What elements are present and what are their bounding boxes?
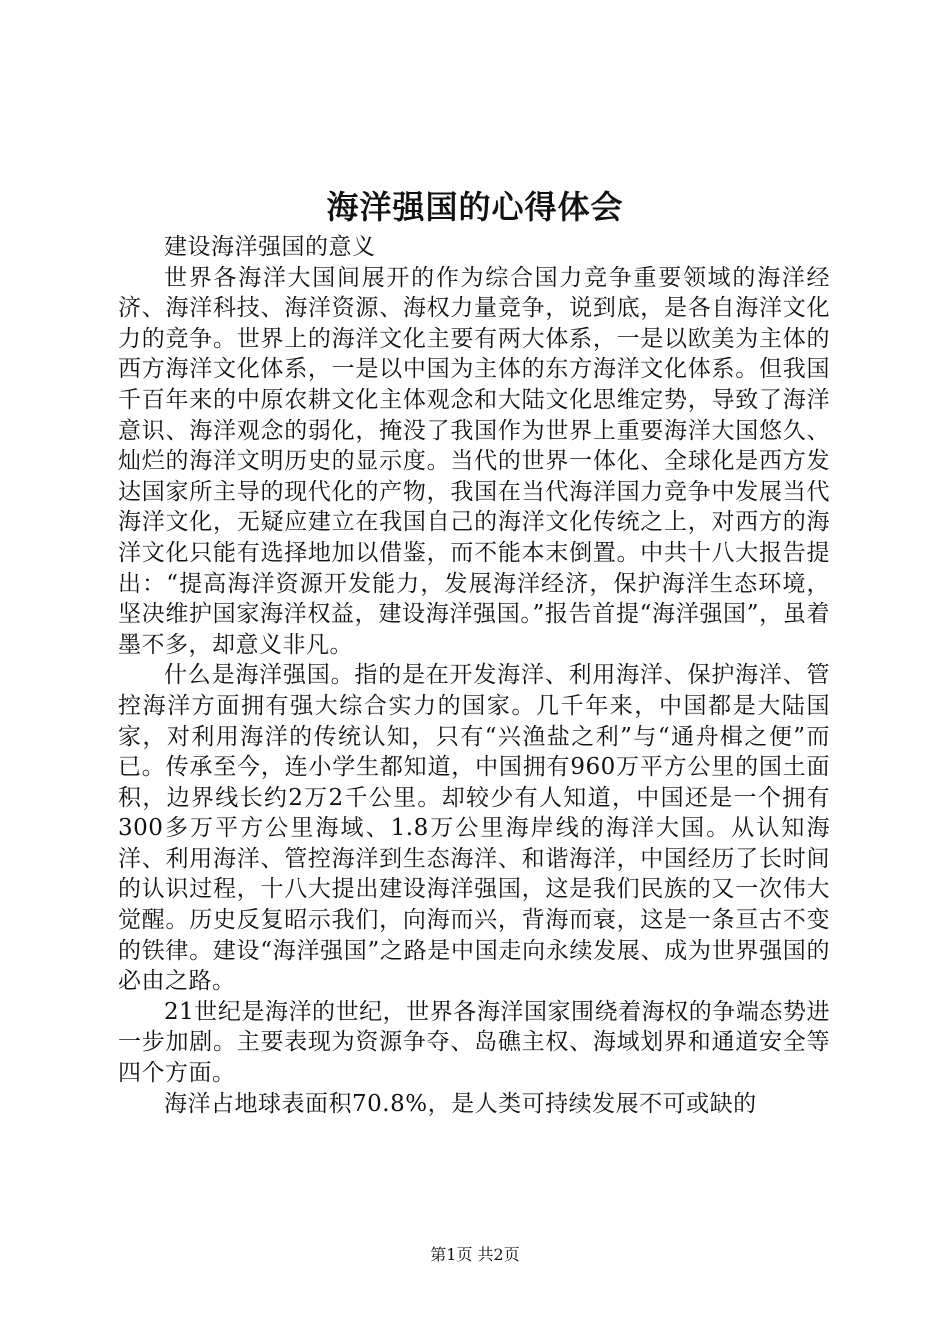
paragraph-2: 什么是海洋强国。指的是在开发海洋、利用海洋、保护海洋、管控海洋方面拥有强大综合实力的国家。几千年来，中国都是大陆国家，对利用海洋的传统认知，只有“兴渔盐之利”与“通舟楫之便”而已。传承至今，连小学生都知道，中国拥有960万平方公里的国土面积，边界线长约2万2千公里。却较少有人知道，中国还是一个拥有300多万平方公里海域、1.8万公里海岸线的海洋大国。从认知海洋、利用海洋、管控海洋到生态海洋、和谐海洋，中国经历了长时间的认识过程，十八大提出建设海洋强国，这是我们民族的又一次伟大觉醒。历史反复昭示我们，向海而兴，背海而衰，这是一条亘古不变的铁律。建设“海洋强国”之路是中国走向永续发展、成为世界强国的必由之路。: [118, 662, 830, 995]
document-body: [118, 232, 830, 1119]
paragraph-3: 21世纪是海洋的世纪，世界各海洋国家围绕着海权的争端态势进一步加剧。主要表现为资源争夺、岛礁主权、海域划界和通道安全等四个方面。: [118, 998, 830, 1087]
paragraph-4: 海洋占地球表面积70.8%，是人类可持续发展不可或缺的: [164, 1090, 757, 1117]
section-heading: 建设海洋强国的意义: [164, 234, 376, 260]
page-footer: 第1页 共2页: [430, 1245, 520, 1264]
paragraph-1: 世界各海洋大国间展开的作为综合国力竞争重要领域的海洋经济、海洋科技、海洋资源、海权力量竞争，说到底，是各自海洋文化力的竞争。世界上的海洋文化主要有两大体系，一是以欧美为主体的西方海洋文化体系，一是以中国为主体的东方海洋文化体系。但我国千百年来的中原农耕文化主体观念和大陆文化思维定势，导致了海洋意识、海洋观念的弱化，掩没了我国作为世界上重要海洋大国悠久、灿烂的海洋文明历史的显示度。当代的世界一体化、全球化是西方发达国家所主导的现代化的产物，我国在当代海洋国力竞争中发展当代海洋文化，无疑应建立在我国自己的海洋文化传统之上，对西方的海洋文化只能有选择地加以借鉴，而不能本末倒置。中共十八大报告提出：“提高海洋资源开发能力，发展海洋经济，保护海洋生态环境，坚决维护国家海洋权益，建设海洋强国。”报告首提“海洋强国”，虽着墨不多，却意义非凡。: [118, 264, 830, 658]
document-title: 海洋强国的心得体会: [326, 188, 624, 226]
